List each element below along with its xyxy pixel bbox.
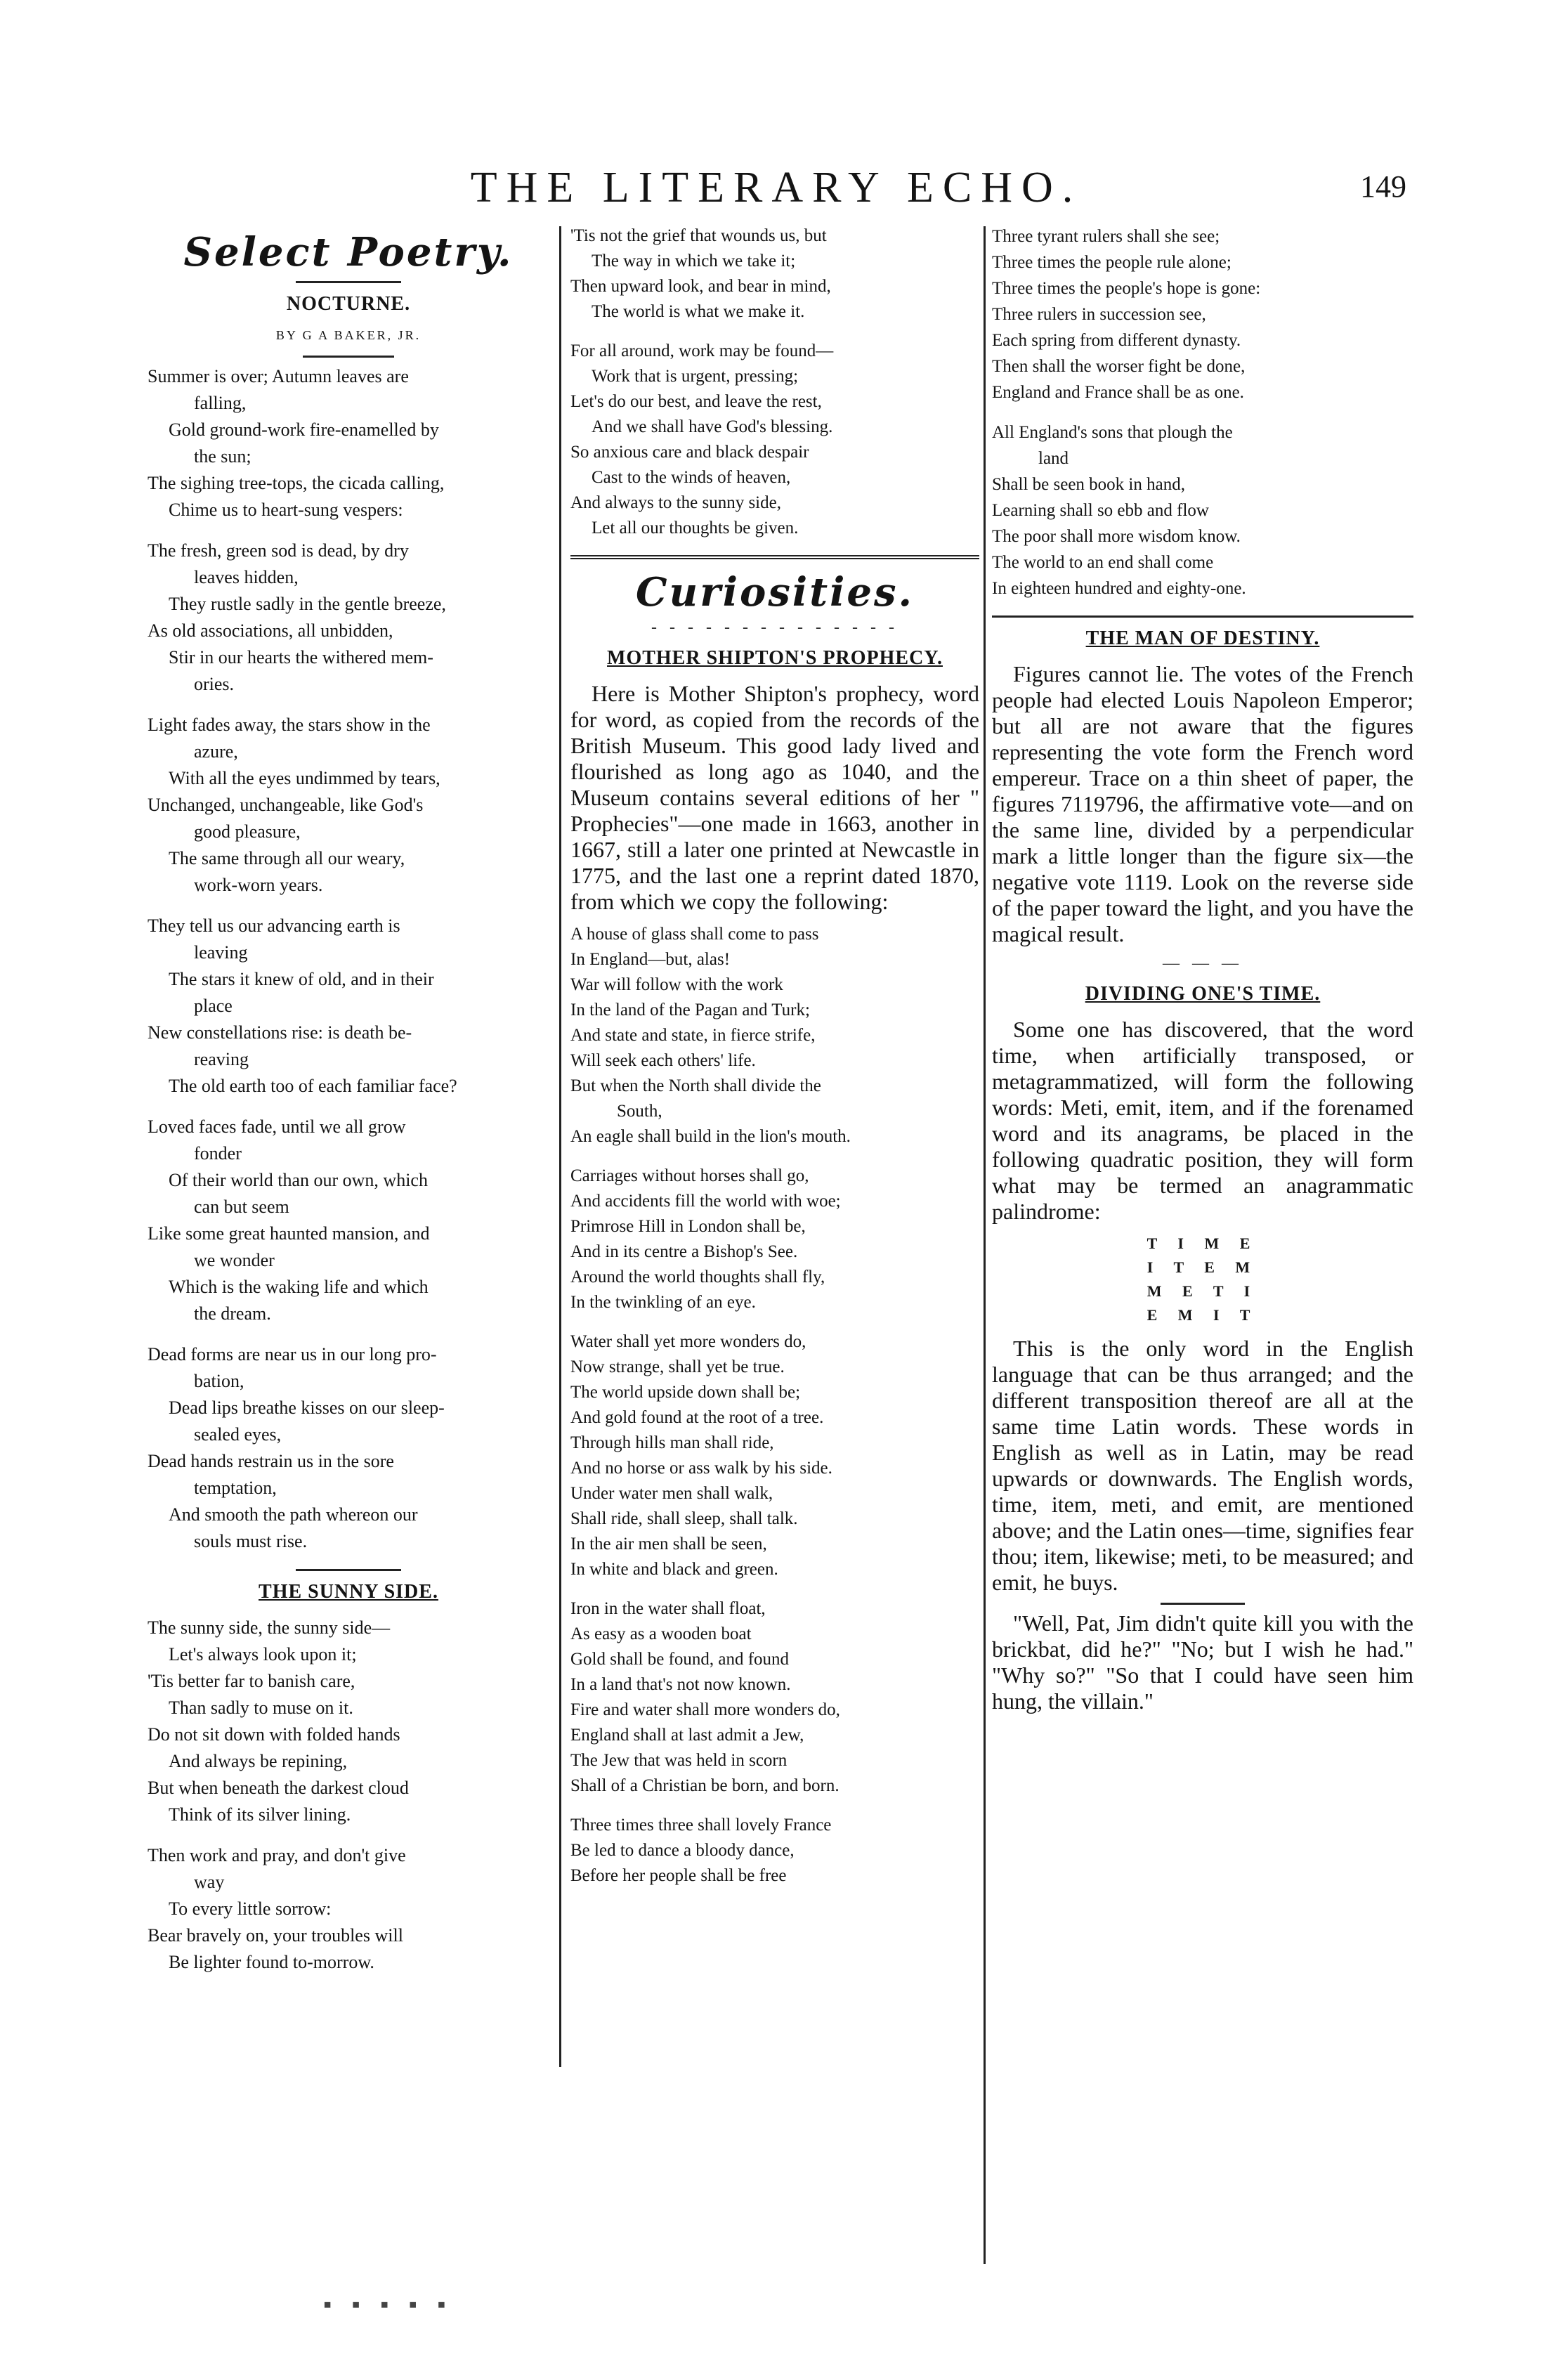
verse-line: Be lighter found to-morrow. — [169, 1952, 374, 1972]
verse-line: Dead hands restrain us in the sore — [148, 1451, 394, 1471]
verse-line: As easy as a wooden boat — [570, 1624, 752, 1643]
verse-line: Now strange, shall yet be true. — [570, 1357, 785, 1376]
verse-line: And always be repining, — [169, 1751, 348, 1771]
dash-ornament: - - - - - - - - - - - - - - — [651, 618, 899, 637]
verse-line: Three tyrant rulers shall she see; — [992, 227, 1220, 246]
verse-line: And always to the sunny side, — [570, 493, 781, 512]
page-footer-mark: ▪ ▪ ▪ ▪ ▪ — [323, 2292, 453, 2318]
column-rule-left — [559, 226, 561, 2067]
verse-line: Will seek each others' life. — [570, 1051, 756, 1070]
sunny-side-body — [148, 1615, 549, 1976]
verse-line: For all around, work may be found— — [570, 341, 834, 360]
verse-line: Three times the people rule alone; — [992, 253, 1231, 272]
verse-line: Then shall the worser fight be done, — [992, 357, 1246, 376]
poem-byline: BY G A BAKER, JR. — [275, 328, 422, 342]
verse-line: Shall be seen book in hand, — [992, 475, 1185, 494]
article-title-time: DIVIDING ONE'S TIME. — [1085, 983, 1321, 1005]
verse-line: In white and black and green. — [570, 1560, 778, 1579]
verse-line: Shall of a Christian be born, and born. — [570, 1776, 839, 1795]
prophecy-verses — [570, 922, 979, 1889]
verse-line: And smooth the path whereon our — [169, 1504, 418, 1525]
verse-line: The world is what we make it. — [592, 302, 805, 321]
article-text: Figures cannot lie. The votes of the French people had elected Louis Napoleon Emperor; but all are not aware that the figures representing the vote form the French word empereur. Trace on a thin sheet of paper, the figures 7119796, the affirmative vote—and on the same line, divided by a perpendicular mark a little longer than the figure six—the negative vote 1119. Look on the reverse side of the paper toward the light, and you have the magical result. — [992, 661, 1413, 946]
verse-line: way — [194, 1872, 225, 1892]
column-1 — [148, 223, 549, 1990]
verse-line: Under water men shall walk, — [570, 1484, 773, 1503]
stanza — [148, 1615, 549, 1828]
divider — [303, 356, 394, 358]
verse-line: Of their world than our own, which — [169, 1170, 428, 1190]
verse-line: All England's sons that plough the — [992, 423, 1233, 442]
verse-line: Unchanged, unchangeable, like God's — [148, 795, 424, 815]
article-text: Here is Mother Shipton's prophecy, word for word, as copied from the records of the British Museum. This good lady lived and flourished as long ago as 1040, and the Museum contains several editions of her " Prophecies"—one made in 1663, another in 1667, still a later one printed at Newcastle in 1775, and the last one a reprint dated 1870, from which we copy the following: — [570, 681, 979, 914]
verse-line: Through hills man shall ride, — [570, 1433, 774, 1452]
verse-line: The same through all our weary, — [169, 848, 405, 868]
stanza — [570, 922, 979, 1149]
verse-line: Work that is urgent, pressing; — [592, 367, 799, 386]
article-title-destiny: THE MAN OF DESTINY. — [1085, 627, 1320, 649]
divider — [992, 615, 1413, 618]
verse-line: In the air men shall be seen, — [570, 1535, 767, 1553]
verse-line: Dead forms are near us in our long pro- — [148, 1344, 437, 1364]
verse-line: War will follow with the work — [570, 975, 783, 994]
verse-line: Around the world thoughts shall fly, — [570, 1268, 825, 1287]
verse-line: bation, — [194, 1371, 244, 1391]
verse-line: good pleasure, — [194, 821, 301, 842]
verse-line: And gold found at the root of a tree. — [570, 1408, 824, 1427]
verse-line: In England—but, alas! — [570, 950, 731, 969]
verse-line: Each spring from different dynasty. — [992, 331, 1241, 350]
section-title-curiosities: Curiosities. — [635, 569, 914, 615]
verse-line: Then work and pray, and don't give — [148, 1845, 406, 1865]
verse-line: Dead lips breathe kisses on our sleep- — [169, 1398, 445, 1418]
verse-line: The sunny side, the sunny side— — [148, 1617, 391, 1638]
verse-line: leaving — [194, 942, 248, 963]
poem-title-sunny-side: THE SUNNY SIDE. — [259, 1581, 438, 1603]
verse-line: the dream. — [194, 1303, 271, 1324]
stanza — [570, 1164, 979, 1315]
article-text: This is the only word in the English language that can be thus arranged; and the different transposition thereof are all at the same time Latin words. These words in English as well as in Latin, may be read upwards or downwards. The English words, time, item, meti, and emit, are mentioned above; and the Latin ones—time, signifies fear thou; item, likewise; meti, to be measured; and emit, he buys. — [992, 1336, 1413, 1595]
verse-line: Learning shall so ebb and flow — [992, 501, 1209, 520]
verse-line: Be led to dance a bloody dance, — [570, 1841, 795, 1860]
column-3 — [992, 223, 1413, 1721]
verse-line: can but seem — [194, 1197, 289, 1217]
verse-line: So anxious care and black despair — [570, 443, 809, 462]
verse-line: 'Tis better far to banish care, — [148, 1671, 355, 1691]
verse-line: Think of its silver lining. — [169, 1804, 351, 1825]
verse-line: England shall at last admit a Jew, — [570, 1726, 804, 1745]
stanza — [992, 223, 1413, 405]
verse-line: Three times the people's hope is gone: — [992, 279, 1261, 298]
verse-line: place — [194, 996, 233, 1016]
divider — [296, 281, 401, 283]
nocturne-body — [148, 363, 549, 1555]
stanza — [570, 1813, 979, 1889]
verse-line: Fire and water shall more wonders do, — [570, 1700, 840, 1719]
verse-line: They rustle sadly in the gentle breeze, — [169, 594, 446, 614]
verse-line: reaving — [194, 1049, 249, 1069]
verse-line: In the twinkling of an eye. — [570, 1293, 756, 1312]
article-text: Some one has discovered, that the word time, when artificially transposed, or metagrammatized, will form the following words: Meti, emit, item, and if the forenamed word and its anagrams, be placed in the following quadratic position, they will form what may be termed an anagrammatic palindrome: — [992, 1017, 1413, 1224]
verse-line: In eighteen hundred and eighty-one. — [992, 579, 1246, 598]
verse-line: fonder — [194, 1143, 242, 1164]
stanza — [148, 1114, 549, 1327]
verse-line: With all the eyes undimmed by tears, — [169, 768, 440, 788]
verse-line: Iron in the water shall float, — [570, 1599, 766, 1618]
verse-line: The world upside down shall be; — [570, 1383, 801, 1402]
prophecy-continued — [992, 223, 1413, 601]
verse-line: Let all our thoughts be given. — [592, 519, 799, 538]
verse-line: land — [1038, 449, 1069, 468]
joke-text: "Well, Pat, Jim didn't quite kill you with the brickbat, did he?" "No; but I wish he had." "Why so?" "So that I could have seen him hung, the villain." — [992, 1610, 1413, 1714]
verse-line: As old associations, all unbidden, — [148, 620, 393, 641]
verse-line: In the land of the Pagan and Turk; — [570, 1001, 810, 1020]
verse-line: temptation, — [194, 1478, 277, 1498]
palindrome-row: E M I T — [1146, 1306, 1259, 1324]
verse-line: Chime us to heart-sung vespers: — [169, 500, 403, 520]
verse-line: Shall ride, shall sleep, shall talk. — [570, 1509, 798, 1528]
stanza — [570, 339, 979, 541]
stanza — [992, 419, 1413, 601]
verse-line: New constellations rise: is death be- — [148, 1022, 412, 1043]
verse-line: souls must rise. — [194, 1531, 308, 1551]
verse-line: 'Tis not the grief that wounds us, but — [570, 226, 827, 245]
verse-line: South, — [617, 1102, 662, 1121]
verse-line: work-worn years. — [194, 875, 323, 895]
stanza — [148, 1842, 549, 1976]
verse-line: And no horse or ass walk by his side. — [570, 1459, 832, 1478]
verse-line: But when beneath the darkest cloud — [148, 1778, 409, 1798]
verse-line: leaves hidden, — [194, 567, 299, 587]
stanza — [570, 1329, 979, 1582]
verse-line: Let's always look upon it; — [169, 1644, 357, 1665]
verse-line: In a land that's not now known. — [570, 1675, 791, 1694]
verse-line: Summer is over; Autumn leaves are — [148, 366, 409, 386]
column-rule-right — [984, 226, 986, 2264]
verse-line: The poor shall more wisdom know. — [992, 527, 1241, 546]
section-title-select-poetry: Select Poetry. — [183, 229, 514, 275]
verse-line: Which is the waking life and which — [169, 1277, 429, 1297]
stanza — [148, 712, 549, 899]
verse-line: The sighing tree-tops, the cicada calling, — [148, 473, 445, 493]
stanza — [148, 538, 549, 698]
sunny-side-continued — [570, 223, 979, 541]
verse-line: The fresh, green sod is dead, by dry — [148, 540, 409, 561]
palindrome-row: I T E M — [1146, 1258, 1259, 1276]
verse-line: Carriages without horses shall go, — [570, 1166, 809, 1185]
column-2 — [570, 223, 979, 1903]
verse-line: falling, — [194, 393, 247, 413]
verse-line: The stars it knew of old, and in their — [169, 969, 434, 989]
verse-line: The way in which we take it; — [592, 252, 796, 271]
stanza — [148, 1341, 549, 1555]
verse-line: Cast to the winds of heaven, — [592, 468, 791, 487]
verse-line: Do not sit down with folded hands — [148, 1724, 400, 1745]
verse-line: The Jew that was held in scorn — [570, 1751, 788, 1770]
divider — [296, 1569, 401, 1571]
stanza — [148, 913, 549, 1100]
verse-line: They tell us our advancing earth is — [148, 916, 400, 936]
article-title-shipton: MOTHER SHIPTON'S PROPHECY. — [607, 647, 943, 669]
verse-line: ories. — [194, 674, 235, 694]
masthead-title: THE LITERARY ECHO. — [470, 164, 1083, 211]
verse-line: Primrose Hill in London shall be, — [570, 1217, 806, 1236]
verse-line: Bear bravely on, your troubles will — [148, 1925, 403, 1946]
verse-line: Let's do our best, and leave the rest, — [570, 392, 822, 411]
verse-line: And in its centre a Bishop's See. — [570, 1242, 798, 1261]
verse-line: But when the North shall divide the — [570, 1076, 821, 1095]
verse-line: To every little sorrow: — [169, 1898, 332, 1919]
verse-line: Than sadly to muse on it. — [169, 1698, 353, 1718]
verse-line: A house of glass shall come to pass — [570, 925, 819, 944]
verse-line: Stir in our hearts the withered mem- — [169, 647, 433, 667]
stanza — [570, 1596, 979, 1799]
palindrome-square — [992, 1232, 1413, 1327]
verse-line: Like some great haunted mansion, and — [148, 1223, 430, 1244]
verse-line: azure, — [194, 741, 238, 762]
verse-line: The world to an end shall come — [992, 553, 1214, 572]
verse-line: And state and state, in fierce strife, — [570, 1026, 816, 1045]
divider — [1161, 1603, 1245, 1605]
page-number: 149 — [1360, 169, 1406, 204]
stanza — [148, 363, 549, 523]
verse-line: And accidents fill the world with woe; — [570, 1192, 841, 1211]
verse-line: Three rulers in succession see, — [992, 305, 1206, 324]
verse-line: Before her people shall be free — [570, 1866, 787, 1885]
section-divider — [570, 555, 979, 559]
verse-line: the sun; — [194, 446, 251, 467]
verse-line: An eagle shall build in the lion's mouth. — [570, 1127, 851, 1146]
verse-line: Loved faces fade, until we all grow — [148, 1116, 406, 1137]
verse-line: Then upward look, and bear in mind, — [570, 277, 831, 296]
dash-ornament: — — — — [1163, 954, 1243, 972]
verse-line: The old earth too of each familiar face? — [169, 1076, 457, 1096]
verse-line: we wonder — [194, 1250, 275, 1270]
verse-line: Gold ground-work fire-enamelled by — [169, 419, 439, 440]
poem-title-nocturne: NOCTURNE. — [286, 293, 411, 315]
verse-line: Three times three shall lovely France — [570, 1816, 832, 1835]
stanza — [570, 223, 979, 325]
verse-line: Water shall yet more wonders do, — [570, 1332, 806, 1351]
verse-line: sealed eyes, — [194, 1424, 282, 1445]
palindrome-row: M E T I — [1146, 1282, 1259, 1300]
verse-line: Gold shall be found, and found — [570, 1650, 790, 1669]
verse-line: And we shall have God's blessing. — [592, 417, 833, 436]
palindrome-row: T I M E — [1146, 1235, 1259, 1252]
verse-line: England and France shall be as one. — [992, 383, 1244, 402]
verse-line: Light fades away, the stars show in the — [148, 715, 431, 735]
